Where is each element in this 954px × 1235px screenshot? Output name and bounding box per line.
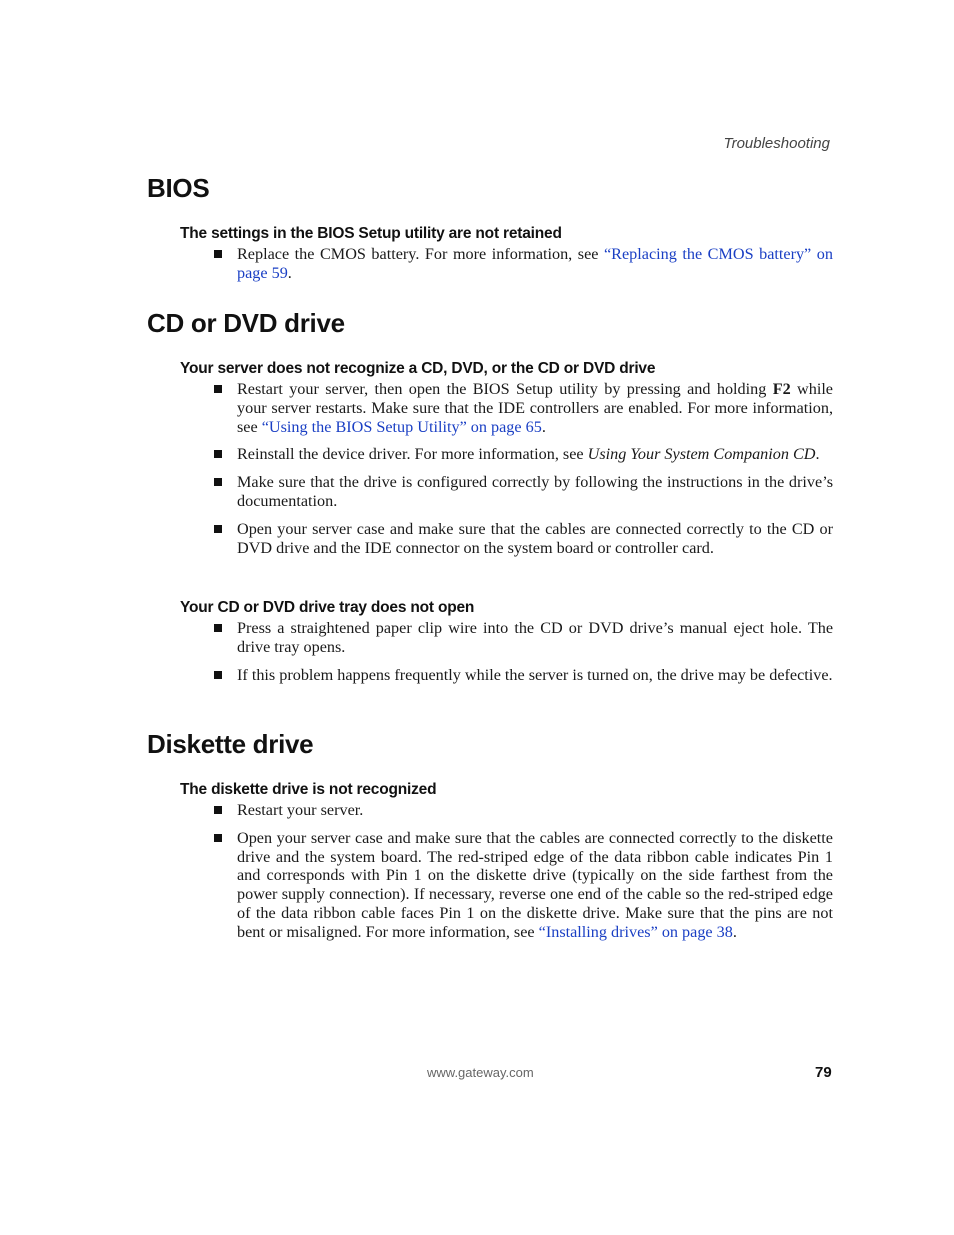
square-bullet-icon xyxy=(214,806,222,814)
list-item: Restart your server. xyxy=(213,801,833,820)
bullet-list-tray xyxy=(213,619,833,693)
square-bullet-icon xyxy=(214,250,222,258)
square-bullet-icon xyxy=(214,624,222,632)
problem-heading-bios-settings: The settings in the BIOS Setup utility are not retained xyxy=(180,225,562,242)
list-item: Make sure that the drive is configured correctly by following the instructions in the drive’s documentation. xyxy=(213,473,833,511)
list-item: Restart your server, then open the BIOS Setup utility by pressing and holding F2 while your server restarts. Make sure that the IDE controllers are enabled. For more information, see “Using the BIOS Setup Utility” on page 65. xyxy=(213,380,833,436)
running-header: Troubleshooting xyxy=(723,135,830,152)
problem-heading-diskette-not-recognized: The diskette drive is not recognized xyxy=(180,781,437,798)
list-item: Open your server case and make sure that the cables are connected correctly to the CD or DVD drive and the IDE connector on the system board or controller card. xyxy=(213,520,833,558)
square-bullet-icon xyxy=(214,450,222,458)
section-title-diskette: Diskette drive xyxy=(147,729,314,759)
key-f2: F2 xyxy=(772,380,791,398)
list-item: If this problem happens frequently while the server is turned on, the drive may be defective. xyxy=(213,666,833,685)
square-bullet-icon xyxy=(214,525,222,533)
square-bullet-icon xyxy=(214,385,222,393)
problem-heading-tray-not-open: Your CD or DVD drive tray does not open xyxy=(180,599,475,616)
bullet-list-bios xyxy=(213,245,833,292)
square-bullet-icon xyxy=(214,478,222,486)
footer-url: www.gateway.com xyxy=(427,1065,534,1080)
page-number: 79 xyxy=(815,1064,832,1081)
bullet-list-cd-not-recognized xyxy=(213,380,833,566)
square-bullet-icon xyxy=(214,671,222,679)
list-item: Press a straightened paper clip wire into the CD or DVD drive’s manual eject hole. The drive tray opens. xyxy=(213,619,833,657)
link-installing-drives[interactable]: “Installing drives” on page 38 xyxy=(538,922,733,941)
square-bullet-icon xyxy=(214,834,222,842)
book-title: Using Your System Companion CD xyxy=(587,445,816,464)
section-title-bios: BIOS xyxy=(147,173,210,203)
list-item: Replace the CMOS battery. For more information, see “Replacing the CMOS battery” on page 59. xyxy=(213,245,833,283)
link-replacing-cmos-battery[interactable]: “Replacing the CMOS battery” on page 59 xyxy=(237,245,833,282)
section-title-cd-dvd: CD or DVD drive xyxy=(147,308,345,338)
bullet-list-diskette xyxy=(213,801,833,951)
problem-heading-cd-not-recognized: Your server does not recognize a CD, DVD, or the CD or DVD drive xyxy=(180,360,656,377)
link-using-bios-setup[interactable]: “Using the BIOS Setup Utility” on page 65 xyxy=(261,417,542,436)
list-item: Reinstall the device driver. For more information, see Using Your System Companion CD. xyxy=(213,445,833,464)
list-item: Open your server case and make sure that the cables are connected correctly to the diskette drive and the system board. The red-striped edge of the data ribbon cable indicates Pin 1 and corresponds with Pin 1 on the diskette drive (typically on the side farthest from the power supply connection). If necessary, reverse one end of the cable so the red-striped edge of the data ribbon cable faces Pin 1 on the diskette drive. Make sure that the pins are not bent or misaligned. For more information, see “Installing drives” on page 38. xyxy=(213,829,833,942)
